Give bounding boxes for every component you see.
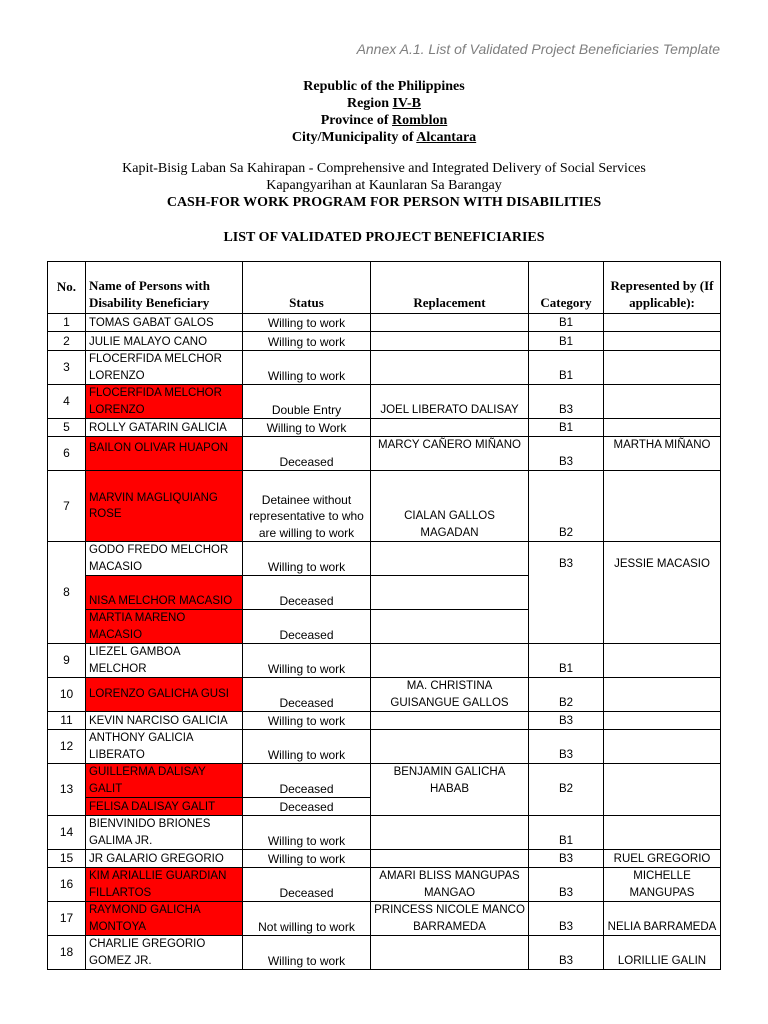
program-line-1: Kapit-Bisig Laban Sa Kahirapan - Comprehensive and Integrated Delivery of Social Services [122,161,646,176]
status-cell: Deceased [243,868,371,902]
category-cell: B2 [529,471,604,542]
category-cell: B1 [529,816,604,850]
category-cell: B3 [529,850,604,868]
beneficiary-name: RAYMOND GALICHA MONTOYA [86,902,243,936]
represented-cell: LORILLIE GALIN [604,936,721,970]
table-row [48,385,721,419]
table-row [48,902,721,936]
represented-cell [604,730,721,764]
table-header-row [48,262,721,314]
replacement-cell [371,644,529,678]
table-row [48,850,721,868]
beneficiary-name: NISA MELCHOR MACASIO [86,576,243,610]
category-cell: B3 [529,385,604,419]
represented-cell: MICHELLE MANGUPAS [604,868,721,902]
table-row [48,730,721,764]
province-value: Romblon [392,113,448,128]
col-name: Name of Persons with Disability Beneficiary [86,262,243,314]
replacement-cell [371,712,529,730]
represented-cell: MARTHA MIÑANO [604,437,721,471]
represented-cell [604,471,721,542]
category-cell: B1 [529,419,604,437]
replacement-cell [371,351,529,385]
annex-label: Annex A.1. List of Validated Project Beneficiaries Template [356,41,720,57]
row-number: 7 [48,471,86,542]
row-number: 1 [48,314,86,332]
status-cell: Deceased [243,798,371,816]
region-value: IV-B [392,96,422,111]
table-row [48,678,721,712]
row-number: 8 [48,542,86,644]
table-row [48,936,721,970]
replacement-cell [371,730,529,764]
table-row [48,332,721,351]
city-value: Alcantara [416,130,477,145]
province-line: Province of Romblon [320,113,448,128]
replacement-cell [371,314,529,332]
col-category: Category [529,262,604,314]
replacement-cell: BENJAMIN GALICHA HABAB [371,764,529,816]
beneficiary-name: JULIE MALAYO CANO [86,332,243,351]
category-cell: B1 [529,351,604,385]
table-row [48,764,721,798]
replacement-cell [371,332,529,351]
status-cell: Deceased [243,576,371,610]
col-replacement: Replacement [371,262,529,314]
replacement-cell [371,850,529,868]
row-number: 10 [48,678,86,712]
row-number: 13 [48,764,86,816]
status-cell: Willing to work [243,314,371,332]
row-number: 2 [48,332,86,351]
status-cell: Willing to work [243,351,371,385]
program-line-2: Kapangyarihan at Kaunlaran Sa Barangay [266,178,502,193]
replacement-cell [371,419,529,437]
row-number: 4 [48,385,86,419]
row-number: 14 [48,816,86,850]
category-cell: B3 [529,868,604,902]
replacement-cell [371,576,529,610]
row-number: 16 [48,868,86,902]
beneficiary-name: KEVIN NARCISO GALICIA [86,712,243,730]
represented-cell: NELIA BARRAMEDA [604,902,721,936]
category-cell: B1 [529,644,604,678]
beneficiary-name: JR GALARIO GREGORIO [86,850,243,868]
beneficiary-name: KIM ARIALLIE GUARDIAN FILLARTOS [86,868,243,902]
table-row [48,868,721,902]
table-row [48,314,721,332]
represented-cell [604,712,721,730]
row-number: 5 [48,419,86,437]
col-status: Status [243,262,371,314]
beneficiary-name: GODO FREDO MELCHOR MACASIO [86,542,243,576]
category-cell: B2 [529,764,604,816]
represented-cell [604,419,721,437]
row-number: 9 [48,644,86,678]
col-represented: Represented by (If applicable): [604,262,721,314]
row-number: 3 [48,351,86,385]
status-cell: Double Entry [243,385,371,419]
replacement-cell: AMARI BLISS MANGUPAS MANGAO [371,868,529,902]
replacement-cell [371,936,529,970]
beneficiary-name: BAILON OLIVAR HUAPON [86,437,243,471]
replacement-cell [371,610,529,644]
row-number: 17 [48,902,86,936]
status-cell: Willing to work [243,712,371,730]
beneficiary-name: ROLLY GATARIN GALICIA [86,419,243,437]
beneficiary-name: FLOCERFIDA MELCHOR LORENZO [86,351,243,385]
status-cell: Willing to work [243,816,371,850]
beneficiary-name: FELISA DALISAY GALIT [86,798,243,816]
represented-cell [604,678,721,712]
table-row [48,471,721,542]
replacement-cell: MA. CHRISTINA GUISANGUE GALLOS [371,678,529,712]
represented-cell [604,332,721,351]
beneficiary-name: FLOCERFIDA MELCHOR LORENZO [86,385,243,419]
replacement-cell [371,816,529,850]
category-cell: B1 [529,332,604,351]
represented-cell [604,816,721,850]
program-title: CASH-FOR WORK PROGRAM FOR PERSON WITH DISABILITIES [166,195,602,210]
beneficiary-name: ANTHONY GALICIA LIBERATO [86,730,243,764]
replacement-cell: JOEL LIBERATO DALISAY [371,385,529,419]
table-row [48,816,721,850]
status-cell: Willing to Work [243,419,371,437]
represented-cell: JESSIE MACASIO [604,542,721,644]
row-number: 18 [48,936,86,970]
category-cell: B3 [529,437,604,471]
category-cell: B3 [529,936,604,970]
beneficiary-name: LORENZO GALICHA GUSI [86,678,243,712]
col-no: No. [48,262,86,314]
replacement-cell [371,542,529,576]
status-cell: Not willing to work [243,902,371,936]
beneficiary-name: MARVIN MAGLIQUIANG ROSE [86,471,243,542]
country-line: Republic of the Philippines [303,79,465,94]
document-header [0,78,768,146]
beneficiary-name: BIENVINIDO BRIONES GALIMA JR. [86,816,243,850]
row-number: 15 [48,850,86,868]
table-row [48,437,721,471]
replacement-cell: CIALAN GALLOS MAGADAN [371,471,529,542]
category-cell: B2 [529,678,604,712]
beneficiaries-table [47,261,721,970]
category-cell: B3 [529,712,604,730]
status-cell: Deceased [243,610,371,644]
status-cell: Deceased [243,437,371,471]
category-cell: B3 [529,730,604,764]
status-cell: Willing to work [243,332,371,351]
status-cell: Willing to work [243,936,371,970]
beneficiary-name: TOMAS GABAT GALOS [86,314,243,332]
represented-cell [604,764,721,816]
list-title: LIST OF VALIDATED PROJECT BENEFICIARIES [223,230,545,245]
row-number: 6 [48,437,86,471]
table-row [48,644,721,678]
table-row [48,351,721,385]
status-cell: Willing to work [243,730,371,764]
beneficiary-name: GUILLERMA DALISAY GALIT [86,764,243,798]
category-cell: B3 [529,542,604,644]
represented-cell [604,385,721,419]
status-cell: Willing to work [243,542,371,576]
status-cell: Deceased [243,764,371,798]
status-cell: Willing to work [243,850,371,868]
replacement-cell: MARCY CAÑERO MIÑANO [371,437,529,471]
represented-cell [604,351,721,385]
table-row [48,712,721,730]
beneficiary-name: LIEZEL GAMBOA MELCHOR [86,644,243,678]
category-cell: B3 [529,902,604,936]
city-line: City/Municipality of Alcantara [291,130,477,145]
represented-cell: RUEL GREGORIO [604,850,721,868]
row-number: 11 [48,712,86,730]
table-row [48,542,721,576]
replacement-cell: PRINCESS NICOLE MANCO BARRAMEDA [371,902,529,936]
category-cell: B1 [529,314,604,332]
region-line: Region IV-B [346,96,422,111]
beneficiary-name: CHARLIE GREGORIO GOMEZ JR. [86,936,243,970]
represented-cell [604,644,721,678]
status-cell: Deceased [243,678,371,712]
status-cell: Willing to work [243,644,371,678]
beneficiary-name: MARTIA MARENO MACASIO [86,610,243,644]
status-cell: Detainee without representative to who are willing to work [243,471,371,542]
table-row [48,419,721,437]
represented-cell [604,314,721,332]
row-number: 12 [48,730,86,764]
